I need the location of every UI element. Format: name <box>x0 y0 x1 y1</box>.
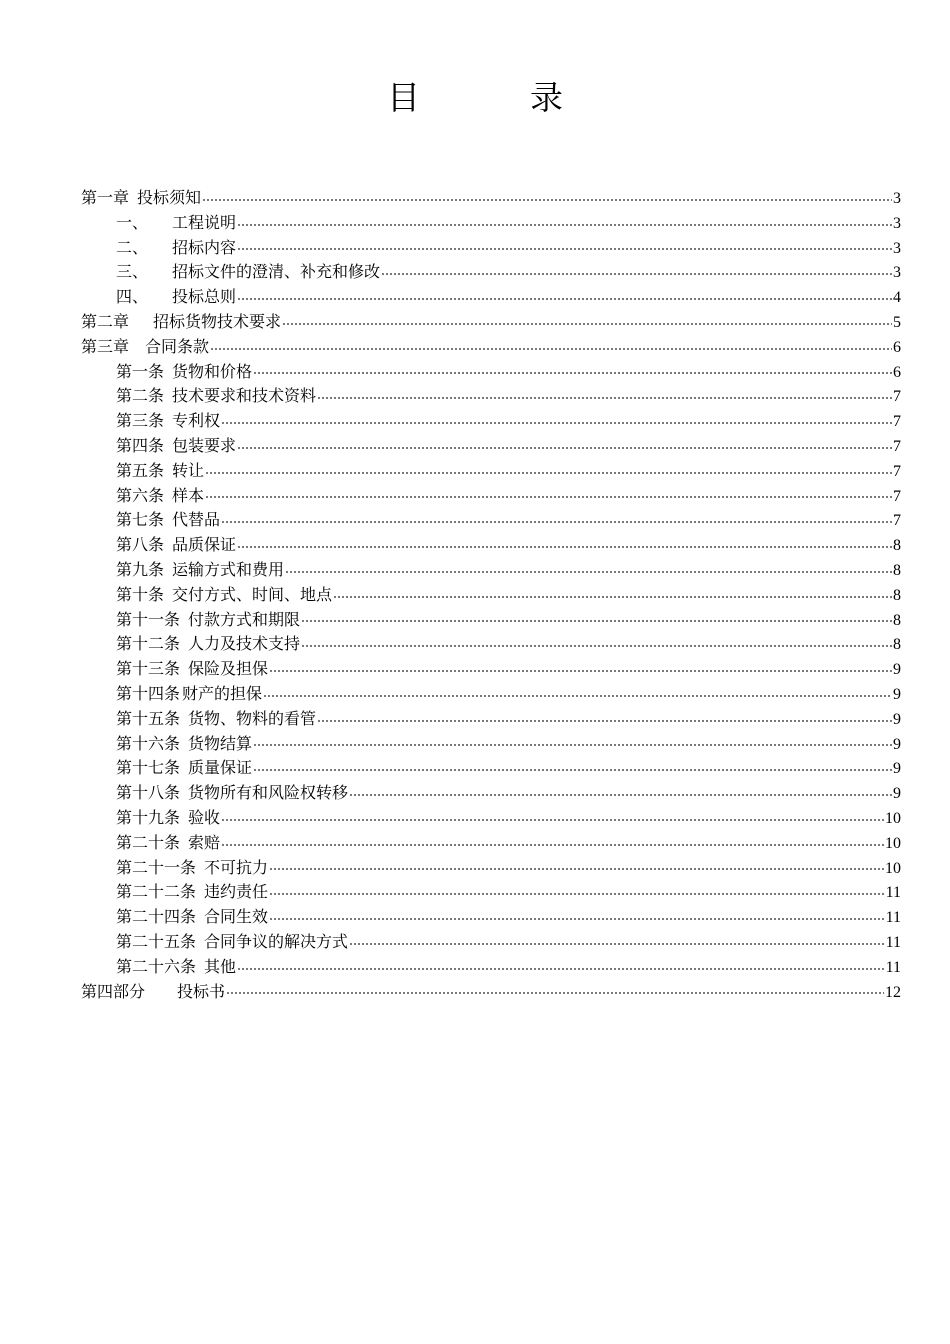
dot-leader <box>317 720 892 722</box>
toc-entry-page-number: 7 <box>893 413 901 431</box>
toc-entry-number: 第九条 <box>116 559 165 579</box>
toc-entry-page-number: 7 <box>893 512 901 530</box>
dot-leader <box>237 546 892 548</box>
toc-entry-number: 第四条 <box>116 435 165 455</box>
toc-entry-number: 第十九条 <box>116 807 181 827</box>
dot-leader <box>226 992 884 994</box>
dot-leader <box>237 298 892 300</box>
toc-entry[interactable] <box>81 905 901 930</box>
page-title-char: 录 <box>530 78 563 118</box>
toc-entry-number: 第十二条 <box>116 634 181 654</box>
toc-entry-number: 第八条 <box>116 535 165 555</box>
toc-entry-page-number: 5 <box>893 313 901 331</box>
toc-entry-number: 一、 <box>116 212 149 232</box>
toc-entry-page-number: 7 <box>893 437 901 455</box>
toc-entry-number: 第二条 <box>116 386 165 406</box>
toc-entry-page-number: 6 <box>893 338 901 356</box>
toc-entry-number: 第十四条 <box>116 683 181 703</box>
toc-entry-label: 货物结算 <box>188 733 253 753</box>
toc-entry-number: 第十六条 <box>116 733 181 753</box>
toc-entry[interactable] <box>81 856 901 881</box>
dot-leader <box>301 620 892 622</box>
toc-entry-label: 招标文件的澄清、补充和修改 <box>172 262 381 282</box>
toc-entry-label: 技术要求和技术资料 <box>172 386 317 406</box>
dot-leader <box>221 819 884 821</box>
toc-entry-label: 保险及担保 <box>188 659 269 679</box>
toc-entry-number: 第十五条 <box>116 708 181 728</box>
toc-entry[interactable] <box>81 310 901 335</box>
toc-entry-label: 验收 <box>188 807 221 827</box>
toc-entry-number: 第三条 <box>116 411 165 431</box>
toc-entry-number: 第十七条 <box>116 758 181 778</box>
toc-entry-page-number: 4 <box>893 289 901 307</box>
dot-leader <box>349 943 885 945</box>
dot-leader <box>263 695 892 697</box>
dot-leader <box>221 422 892 424</box>
toc-entry[interactable] <box>81 707 901 732</box>
toc-entry-number: 第二十二条 <box>116 882 197 902</box>
dot-leader <box>269 670 892 672</box>
toc-entry-page-number: 7 <box>893 388 901 406</box>
toc-entry-page-number: 8 <box>893 611 901 629</box>
toc-entry-number: 第二章 <box>81 311 130 331</box>
dot-leader <box>253 744 892 746</box>
toc-entry-number: 第七条 <box>116 510 165 530</box>
toc-entry-page-number: 11 <box>885 909 901 927</box>
dot-leader <box>269 893 885 895</box>
toc-entry[interactable] <box>81 831 901 856</box>
toc-entry-label: 交付方式、时间、地点 <box>172 584 333 604</box>
toc-entry[interactable] <box>81 930 901 955</box>
toc-entry-number: 第一章 <box>81 188 130 207</box>
toc-entry-page-number: 3 <box>893 239 901 257</box>
toc-entry-number: 第二十一条 <box>116 857 197 877</box>
toc-entry-number: 第十三条 <box>116 659 181 679</box>
dot-leader <box>253 769 892 771</box>
dot-leader <box>285 571 892 573</box>
dot-leader <box>237 224 892 226</box>
toc-entry-label: 包装要求 <box>172 435 237 455</box>
toc-entry-label: 品质保证 <box>172 535 237 555</box>
toc-entry-page-number: 12 <box>885 983 901 1001</box>
dot-leader <box>381 273 892 275</box>
toc-entry-label: 合同条款 <box>145 336 210 356</box>
toc-entry[interactable] <box>81 508 901 533</box>
toc-entry[interactable] <box>81 186 901 211</box>
toc-entry[interactable] <box>81 533 901 558</box>
toc-entry-number: 三、 <box>116 262 149 282</box>
toc-entry-number: 第十八条 <box>116 783 181 803</box>
toc-entry[interactable] <box>81 335 901 360</box>
toc-entry[interactable] <box>81 756 901 781</box>
toc-entry[interactable] <box>81 434 901 459</box>
toc-entry-number: 第六条 <box>116 485 165 505</box>
toc-entry-label: 财产的担保 <box>182 683 263 703</box>
toc-entry[interactable] <box>81 632 901 657</box>
toc-entry-page-number: 11 <box>885 958 901 976</box>
dot-leader <box>317 397 892 399</box>
toc-entry-label: 其他 <box>204 956 237 976</box>
toc-entry-label: 货物所有和风险权转移 <box>188 783 349 803</box>
toc-entry-label: 招标货物技术要求 <box>153 311 282 331</box>
toc-entry-label: 转让 <box>172 460 205 480</box>
toc-entry-label: 样本 <box>172 485 205 505</box>
toc-entry[interactable] <box>81 608 901 633</box>
toc-entry-page-number: 9 <box>893 760 901 778</box>
dot-leader <box>349 794 892 796</box>
dot-leader <box>221 844 884 846</box>
toc-entry[interactable] <box>81 484 901 509</box>
toc-entry-number: 四、 <box>116 287 149 307</box>
toc-entry-page-number: 10 <box>885 809 901 827</box>
dot-leader <box>269 868 884 870</box>
toc-entry-page-number: 3 <box>893 190 901 207</box>
toc-entry-label: 投标书 <box>177 981 226 1001</box>
toc-entry[interactable] <box>81 260 901 285</box>
toc-entry-number: 第十一条 <box>116 609 181 629</box>
toc-entry-page-number: 10 <box>885 859 901 877</box>
toc-entry-page-number: 3 <box>893 264 901 282</box>
dot-leader <box>282 323 892 325</box>
toc-entry-label: 货物和价格 <box>172 361 253 381</box>
toc-entry-page-number: 6 <box>893 363 901 381</box>
dot-leader <box>202 199 892 201</box>
toc-entry-page-number: 3 <box>893 214 901 232</box>
toc-entry[interactable] <box>81 583 901 608</box>
toc-entry-label: 代替品 <box>172 510 221 530</box>
toc-entry[interactable] <box>81 211 901 236</box>
dot-leader <box>221 521 892 523</box>
toc-entry[interactable] <box>81 236 901 261</box>
dot-leader <box>253 372 892 374</box>
dot-leader <box>205 472 892 474</box>
toc-entry-number: 第二十四条 <box>116 907 197 927</box>
toc-entry-page-number: 7 <box>893 487 901 505</box>
toc-entry-page-number: 9 <box>893 661 901 679</box>
toc-entry-page-number: 11 <box>885 933 901 951</box>
toc-entry-page-number: 7 <box>893 462 901 480</box>
toc-entry-page-number: 10 <box>885 834 901 852</box>
toc-entry-page-number: 9 <box>893 685 901 703</box>
toc-entry[interactable] <box>81 384 901 409</box>
toc-entry-label: 专利权 <box>172 411 221 431</box>
toc-entry-label: 不可抗力 <box>204 857 269 877</box>
toc-entry-label: 合同争议的解决方式 <box>204 931 349 951</box>
toc-entry-page-number: 9 <box>893 735 901 753</box>
toc-entry-label: 货物、物料的看管 <box>188 708 317 728</box>
toc-entry-page-number: 8 <box>893 636 901 654</box>
toc-entry[interactable] <box>81 409 901 434</box>
toc-entry-label: 付款方式和期限 <box>188 609 301 629</box>
toc-entry-label: 质量保证 <box>188 758 253 778</box>
toc-entry-number: 第二十条 <box>116 832 181 852</box>
dot-leader <box>333 596 892 598</box>
toc-entry-number: 第一条 <box>116 361 165 381</box>
dot-leader <box>237 447 892 449</box>
dot-leader <box>237 248 892 250</box>
toc-entry-number: 第二十六条 <box>116 956 197 976</box>
toc-entry-page-number: 8 <box>893 586 901 604</box>
table-of-contents <box>81 186 901 1004</box>
toc-entry[interactable] <box>81 459 901 484</box>
toc-entry[interactable] <box>81 657 901 682</box>
dot-leader <box>301 645 892 647</box>
toc-entry-label: 人力及技术支持 <box>188 634 301 654</box>
toc-entry[interactable] <box>81 732 901 757</box>
toc-entry-page-number: 11 <box>885 884 901 902</box>
toc-entry[interactable] <box>81 360 901 385</box>
dot-leader <box>237 968 885 970</box>
toc-entry-number: 第十条 <box>116 584 165 604</box>
toc-entry-page-number: 8 <box>893 561 901 579</box>
toc-entry-page-number: 9 <box>893 710 901 728</box>
toc-entry-label: 招标内容 <box>172 237 237 257</box>
toc-entry-number: 第三章 <box>81 336 130 356</box>
toc-entry[interactable] <box>81 558 901 583</box>
page-title <box>0 74 950 122</box>
toc-entry-label: 索赔 <box>188 832 221 852</box>
toc-entry-label: 合同生效 <box>204 907 269 927</box>
toc-entry[interactable] <box>81 806 901 831</box>
toc-entry-number: 第五条 <box>116 460 165 480</box>
dot-leader <box>205 496 892 498</box>
toc-entry[interactable] <box>81 682 901 707</box>
toc-entry-label: 投标须知 <box>137 188 202 207</box>
toc-entry-number: 二、 <box>116 237 149 257</box>
toc-entry[interactable] <box>81 880 901 905</box>
toc-entry-label: 违约责任 <box>204 882 269 902</box>
toc-entry-label: 投标总则 <box>172 287 237 307</box>
page-title-char: 目 <box>387 78 420 118</box>
toc-entry[interactable] <box>81 781 901 806</box>
toc-entry[interactable] <box>81 955 901 980</box>
toc-entry-number: 第四部分 <box>81 981 146 1001</box>
toc-entry[interactable] <box>81 980 901 1005</box>
toc-entry-number: 第二十五条 <box>116 931 197 951</box>
dot-leader <box>210 348 892 350</box>
toc-entry-page-number: 9 <box>893 785 901 803</box>
toc-entry-page-number: 8 <box>893 537 901 555</box>
toc-entry[interactable] <box>81 285 901 310</box>
dot-leader <box>269 918 885 920</box>
toc-entry-label: 运输方式和费用 <box>172 559 285 579</box>
toc-entry-label: 工程说明 <box>172 212 237 232</box>
